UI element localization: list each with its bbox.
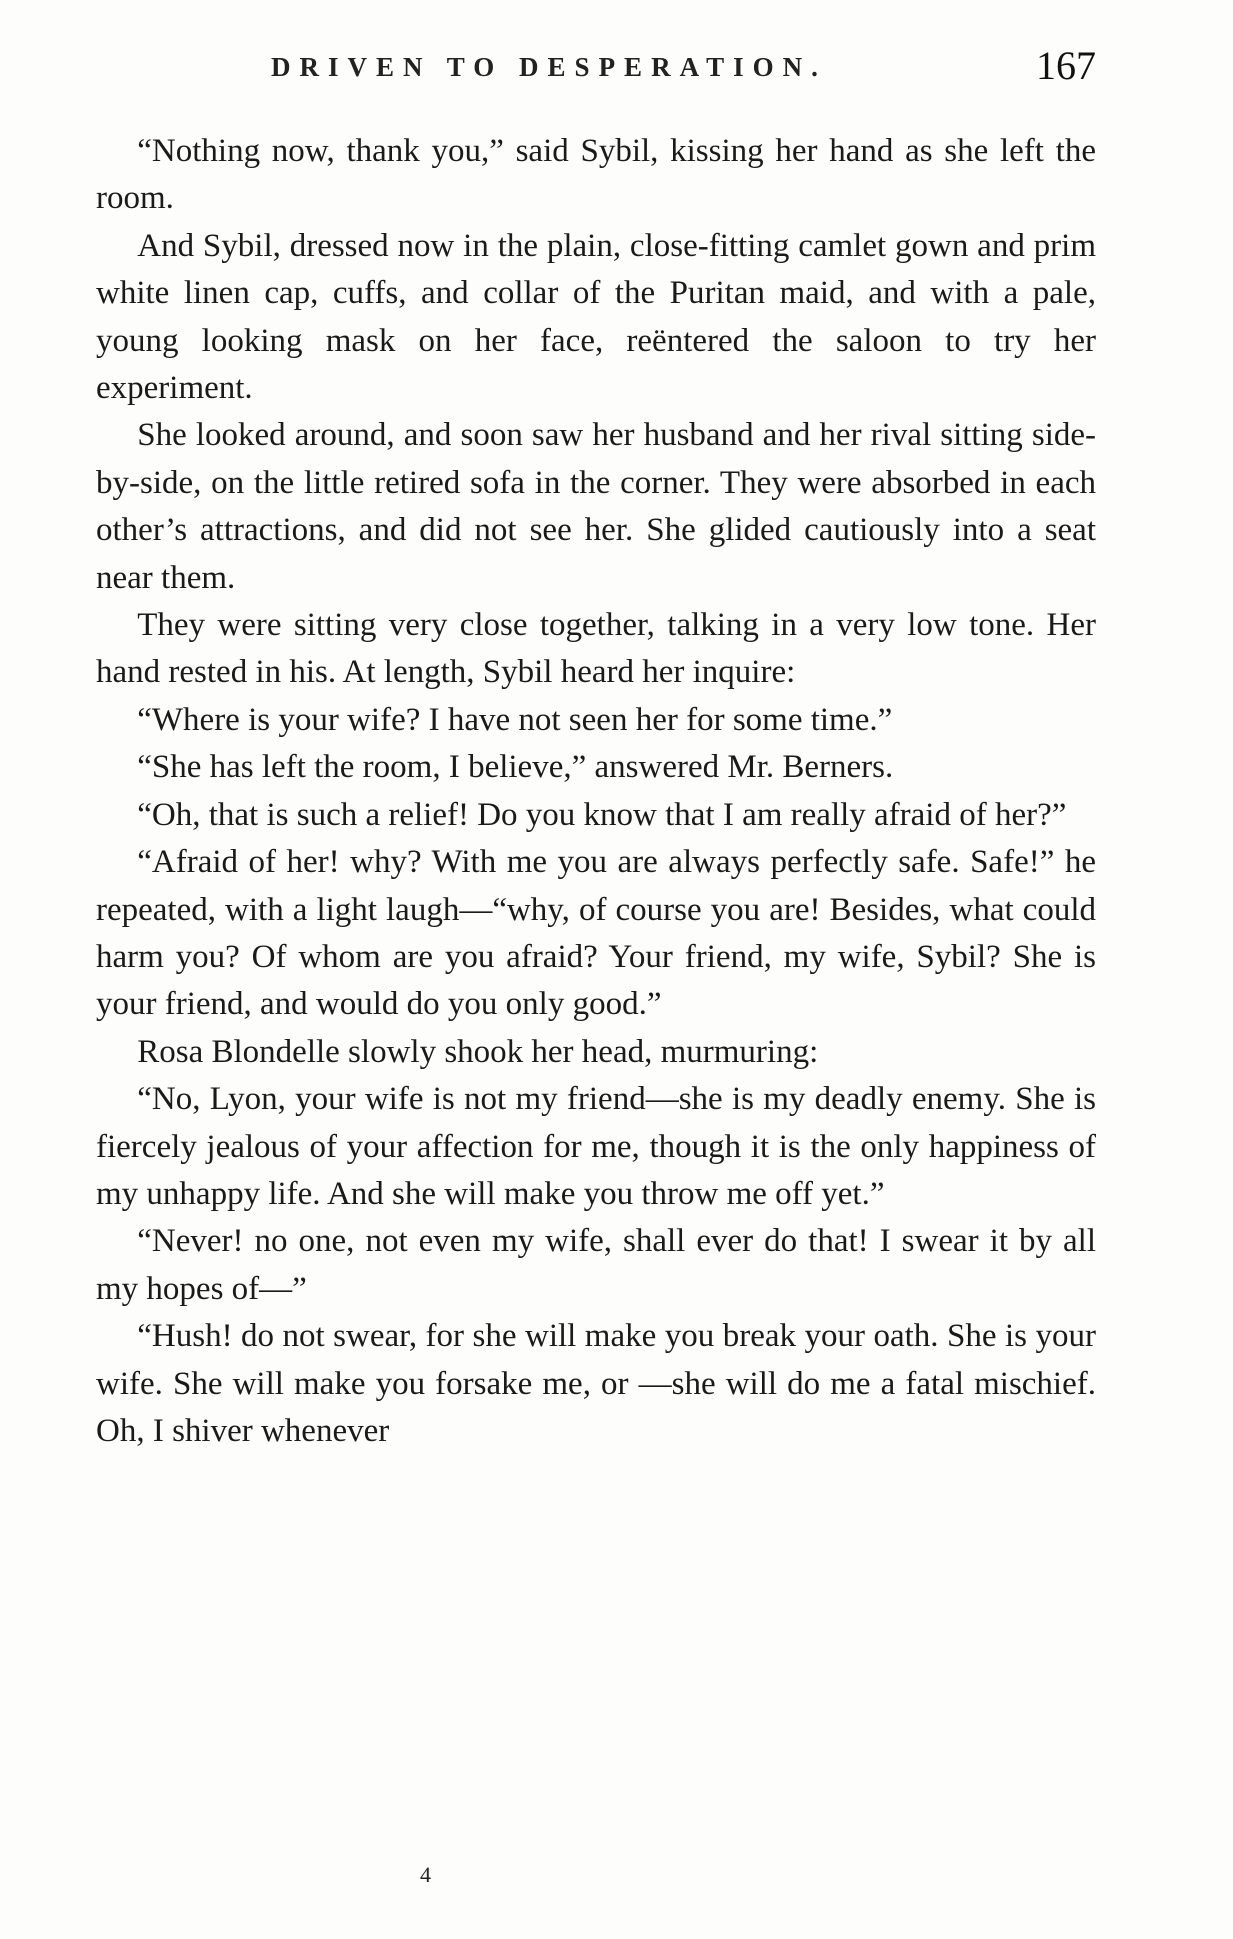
paragraph: “Never! no one, not even my wife, shall ever do that! I swear it by all my hopes of—” xyxy=(96,1223,1096,1307)
paragraph: Rosa Blondelle slowly shook her head, murmuring: xyxy=(137,1033,819,1070)
paragraph: “No, Lyon, your wife is not my friend—she is my deadly enemy. She is fiercely jealous of your affection for me, though it is the only happiness of my unhappy life. And she will make you throw me off yet.” xyxy=(96,1081,1096,1212)
paragraph: “Hush! do not swear, for she will make you break your oath. She is your wife. She will make you forsake me, or —she will do me a fatal mischief. Oh, I shiver whenever xyxy=(96,1318,1096,1449)
paragraph: “Afraid of her! why? With me you are always perfectly safe. Safe!” he repeated, with a light laugh—“why, of course you are! Besides, what could harm you? Of whom are you afraid? Your friend, my wife, Sybil? She is your friend, and would do you only good.” xyxy=(96,844,1096,1023)
paragraph: She looked around, and soon saw her husband and her rival sitting side-by-side, on the little retired sofa in the corner. They were absorbed in each other’s attractions, and did not see her. She glided cautiously into a seat near them. xyxy=(96,417,1096,596)
paragraph: “Oh, that is such a relief! Do you know that I am really afraid of her?” xyxy=(137,796,1067,833)
body-text xyxy=(96,128,1096,1455)
running-title: DRIVEN TO DESPERATION. xyxy=(271,52,827,82)
paragraph: “Nothing now, thank you,” said Sybil, kissing her hand as she left the room. xyxy=(96,133,1096,217)
footer-mark: 4 xyxy=(420,1862,431,1887)
paragraph: They were sitting very close together, talking in a very low tone. Her hand rested in his. At length, Sybil heard her inquire: xyxy=(96,607,1096,691)
paragraph: “She has left the room, I believe,” answered Mr. Berners. xyxy=(137,749,894,786)
paragraph: And Sybil, dressed now in the plain, close-fitting camlet gown and prim white linen cap, cuffs, and collar of the Puritan maid, and with a pale, young looking mask on her face, reëntered the saloon to try her experiment. xyxy=(96,227,1096,407)
page-number: 167 xyxy=(1036,43,1096,88)
running-header xyxy=(96,42,1096,92)
paragraph: “Where is your wife? I have not seen her for some time.” xyxy=(137,701,893,738)
